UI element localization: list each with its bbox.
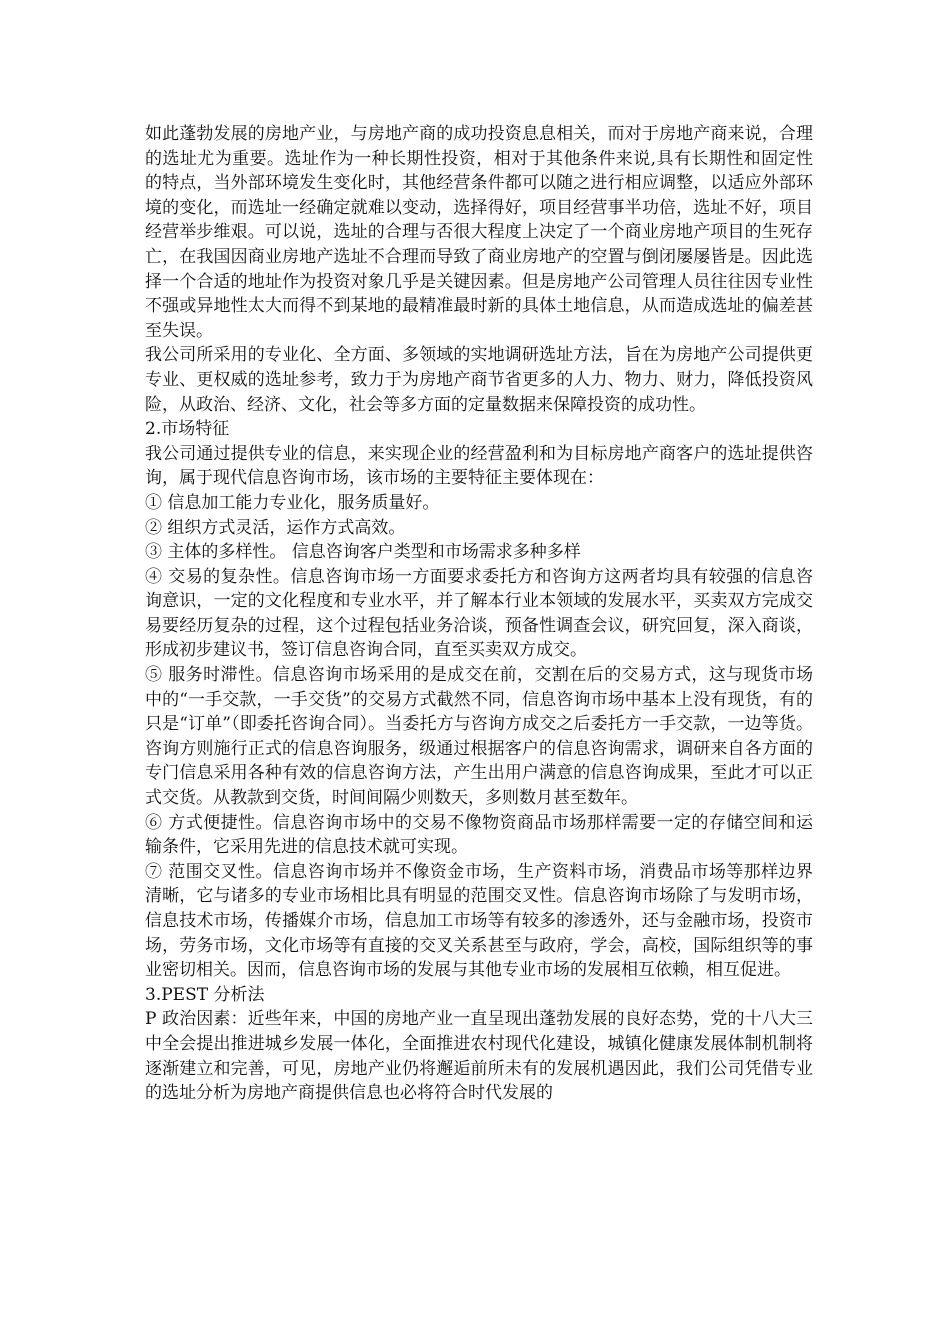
list-item-feature-4: ④ 交易的复杂性。信息咨询市场一方面要求委托方和咨询方这两者均具有较强的信息咨询意识，一定的文化程度和专业水平，并了解本行业本领域的发展水平，买卖双方完成交易要经历复杂的过程，这个过程包括业务洽谈，预备性调查会议，研究回复，深入商谈，形成初步建议书，签订信息咨询合同，直至买卖双方成交。 xyxy=(145,566,813,661)
list-item-feature-2: ② 组织方式灵活，运作方式高效。 xyxy=(145,517,406,538)
list-item-feature-5: ⑤ 服务时滞性。信息咨询市场采用的是成交在前，交割在后的交易方式，这与现货市场中的“一手交款，一手交货”的交易方式截然不同，信息咨询市场中基本上没有现货，有的只是“订单”（即委托咨询合同）。当委托方与咨询方成交之后委托方一手交款，一边等货。咨询方则施行正式的信息咨询服务，级通过根据客户的信息咨询需求，调研来自各方面的专门信息采用各种有效的信息咨询方法，产生出用户满意的信息咨询成果，至此才可以正式交货。从教款到交货，时间间隔少则数天，多则数月甚至数年。 xyxy=(145,665,813,809)
paragraph-company-method: 我公司所采用的专业化、全方面、多领域的实地调研选址方法，旨在为房地产公司提供更专业、更权威的选址参考，致力于为房地产商节省更多的人力、物力、财力，降低投资风险，从政治、经济、文化，社会等多方面的定量数据来保障投资的成功性。 xyxy=(145,345,813,415)
paragraph-site-selection-importance: 如此蓬勃发展的房地产业，与房地产商的成功投资息息相关，而对于房地产商来说，合理的选址尤为重要。选址作为一种长期性投资，相对于其他条件来说,具有长期性和固定性的特点，当外部环境发生变化时，其他经营条件都可以随之进行相应调整，以适应外部环境的变化，而选址一经确定就难以变动，选择得好，项目经营事半功倍，选址不好，项目经营举步维艰。可以说，选址的合理与否很大程度上决定了一个商业房地产项目的生死存亡，在我国因商业房地产选址不合理而导致了商业房地产的空置与倒闭屡屡皆是。因此选择一个合适的地址作为投资对象几乎是关键因素。但是房地产公司管理人员往往因专业性不强或异地性太大而得不到某地的最精准最时新的具体土地信息，从而造成选址的偏差甚至失误。 xyxy=(145,124,813,341)
section-heading-market-features: 2.市场特征 xyxy=(145,419,230,440)
list-item-feature-6: ⑥ 方式便捷性。信息咨询市场中的交易不像物资商品市场那样需要一定的存储空间和运输条件，它采用先进的信息技术就可实现。 xyxy=(145,812,813,858)
list-item-feature-7: ⑦ 范围交叉性。信息咨询市场并不像资金市场，生产资料市场，消费品市场等那样边界清晰，它与诸多的专业市场相比具有明显的范围交叉性。信息咨询市场除了与发明市场，信息技术市场，传播媒介市场，信息加工市场等有较多的渗透外，还与金融市场，投资市场，劳务市场，文化市场等有直接的交叉关系甚至与政府，学会，高校，国际组织等的事业密切相关。因而，信息咨询市场的发展与其他专业市场的发展相互依赖，相互促进。 xyxy=(145,861,813,981)
section-heading-pest: 3.PEST 分析法 xyxy=(145,984,265,1005)
paragraph-political-factors: P 政治因素：近些年来，中国的房地产业一直呈现出蓬勃发展的良好态势，党的十八大三中全会提出推进城乡发展一体化，全面推进农村现代化建设，城镇化健康发展体制机制将逐渐建立和完善，可见，房地产业仍将邂逅前所未有的发展机遇因此，我们公司凭借专业的选址分析为房地产商提供信息也必将符合时代发展的 xyxy=(145,1009,813,1104)
paragraph-market-intro: 我公司通过提供专业的信息，来实现企业的经营盈利和为目标房地产商客户的选址提供咨询，属于现代信息咨询市场，该市场的主要特征主要体现在： xyxy=(145,443,813,489)
list-item-feature-1: ① 信息加工能力专业化，服务质量好。 xyxy=(145,492,440,513)
list-item-feature-3: ③ 主体的多样性。 信息咨询客户类型和市场需求多种多样 xyxy=(145,542,581,563)
document-page xyxy=(145,122,813,1106)
